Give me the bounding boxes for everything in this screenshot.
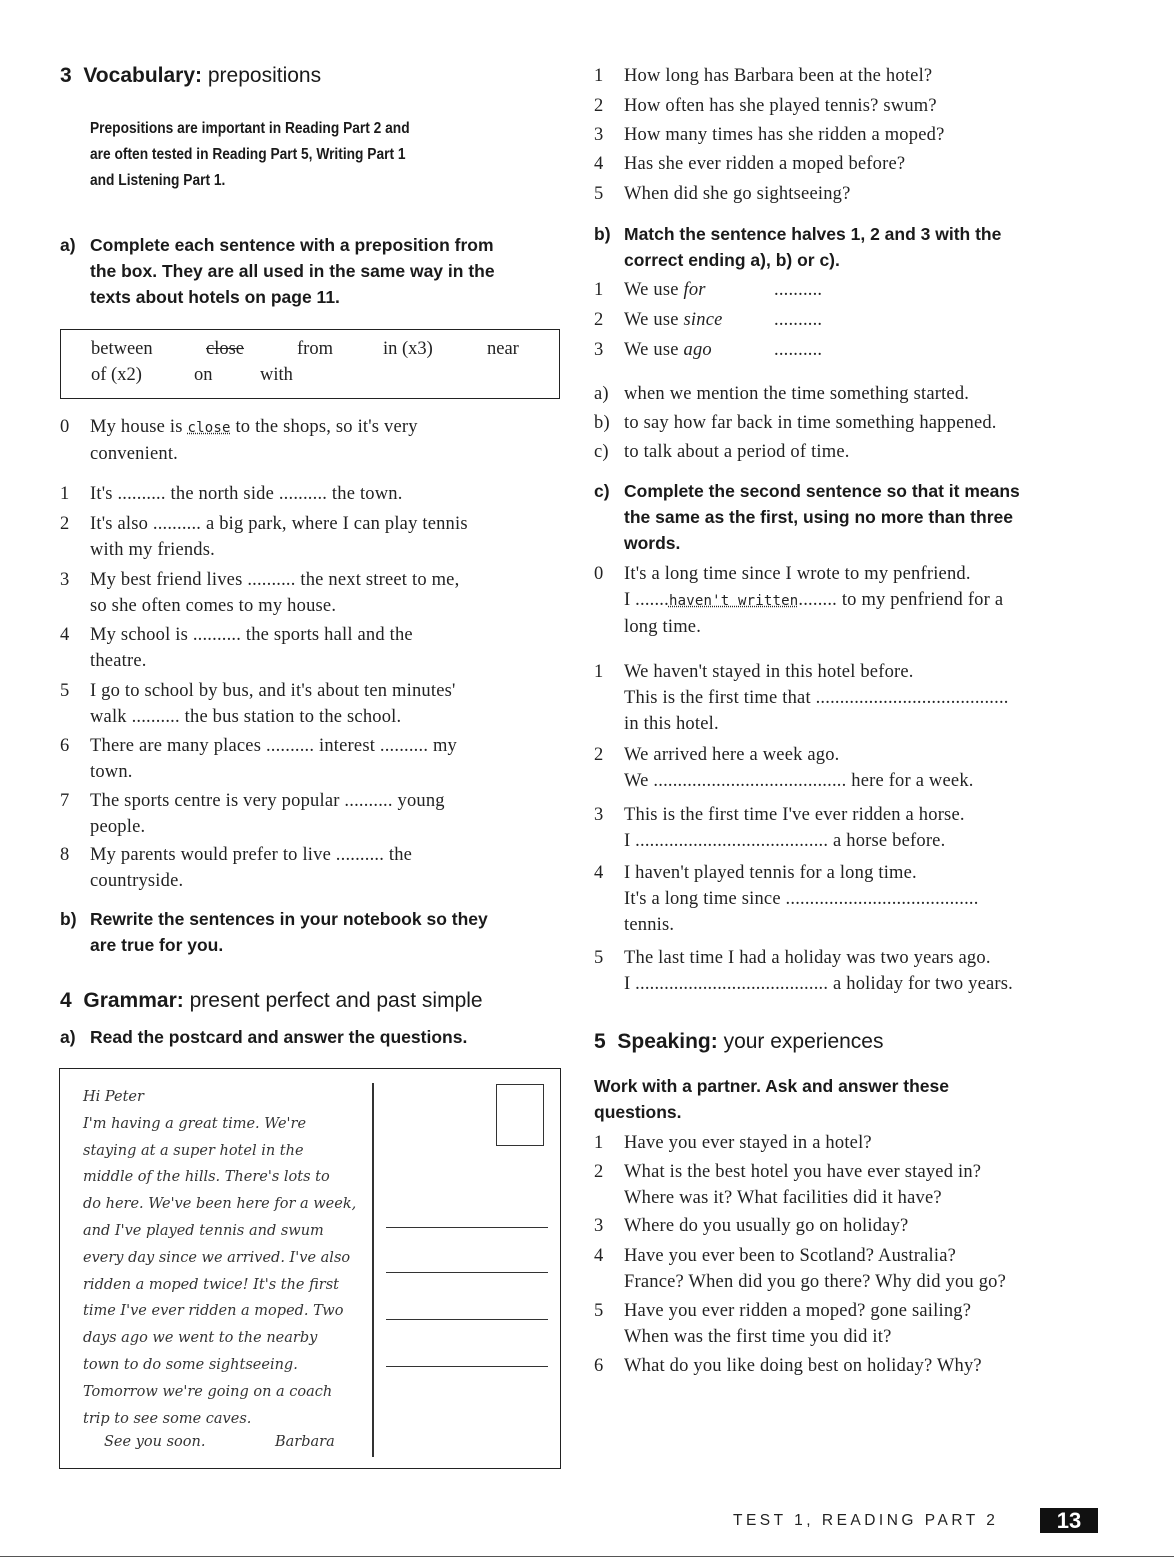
section-4-title: 4 Grammar: present perfect and past simple xyxy=(60,989,483,1012)
section-5-title: 5 Speaking: your experiences xyxy=(594,1030,884,1053)
sentence-half: 2 We use since .......... xyxy=(594,310,823,330)
example-answer: close xyxy=(187,420,231,436)
address-line xyxy=(386,1227,548,1228)
vocab-item: 2 It's also .......... a big park, where I can play tennis with my friends. xyxy=(60,514,468,560)
word-close-crossed: close xyxy=(206,339,245,359)
postcard-signoff: See you soon. xyxy=(104,1434,206,1450)
speaking-question: 3 Where do you usually go on holiday? xyxy=(594,1216,909,1236)
vocab-item: 6 There are many places .......... interest .......... my town. xyxy=(60,736,458,782)
section-5-instructions: Work with a partner. Ask and answer these questions. xyxy=(594,1076,949,1122)
word-of: of (x2) xyxy=(91,365,142,385)
exam-tip-note: Prepositions are important in Reading Part 2 and are often tested in Reading Part 5, Writing Part 1 and Listening Part 1. xyxy=(90,120,410,189)
section-4c-instructions: c) Complete the second sentence so that it means the same as the first, using no more than three words. xyxy=(594,481,1020,553)
postcard-question: 5 When did she go sightseeing? xyxy=(594,184,851,204)
postcard-question: 3 How many times has she ridden a moped? xyxy=(594,125,945,145)
page-number: 13 xyxy=(1040,1508,1098,1533)
word-on: on xyxy=(194,365,213,385)
speaking-question: 5 Have you ever ridden a moped? gone sailing? When was the first time you did it? xyxy=(594,1301,972,1347)
address-line xyxy=(386,1319,548,1320)
example-sentence-0: 0 My house is close to the shops, so it's very convenient. xyxy=(60,417,418,464)
postcard-question: 4 Has she ever ridden a moped before? xyxy=(594,154,906,174)
word-from: from xyxy=(297,339,333,359)
postcard-divider xyxy=(372,1083,374,1457)
vocab-item: 7 The sports centre is very popular .......... young people. xyxy=(60,791,445,837)
sentence-half: 3 We use ago .......... xyxy=(594,340,823,360)
sentence-ending: a) when we mention the time something started. xyxy=(594,384,970,404)
sentence-ending: b) to say how far back in time something happened. xyxy=(594,413,997,433)
vocab-item: 5 I go to school by bus, and it's about ten minutes' walk .......... the bus station to the school. xyxy=(60,681,456,727)
sentence-half: 1 We use for .......... xyxy=(594,280,823,300)
address-line xyxy=(386,1366,548,1367)
postcard xyxy=(59,1068,561,1469)
address-line xyxy=(386,1272,548,1273)
word-in: in (x3) xyxy=(383,339,433,359)
speaking-question: 1 Have you ever stayed in a hotel? xyxy=(594,1133,872,1153)
speaking-question: 2 What is the best hotel you have ever stayed in? Where was it? What facilities did it have? xyxy=(594,1162,982,1208)
postcard-message: Hi Peter I'm having a great time. We're staying at a super hotel in the middle of the hills. There's lots to do here. We've been here for a week, and I've played tennis and swum every day since we arrived. I've also ridden a moped twice! It's the first time I've ever ridden a moped. Two days ago we went to the nearby town to do some sightseeing. Tomorrow we're going on a coach trip to see some caves. xyxy=(83,1089,357,1427)
vocab-item: 4 My school is .......... the sports hall and the theatre. xyxy=(60,625,413,671)
vocab-item: 1 It's .......... the north side .......... the town. xyxy=(60,484,403,504)
word-between: between xyxy=(91,339,153,359)
speaking-question: 6 What do you like doing best on holiday? Why? xyxy=(594,1356,982,1376)
transformation-item: 4 I haven't played tennis for a long time. It's a long time since ........................................ tennis. xyxy=(594,863,979,935)
sentence-ending: c) to talk about a period of time. xyxy=(594,442,850,462)
preposition-word-box xyxy=(60,329,560,399)
transformation-item: 3 This is the first time I've ever ridden a horse. I ........................................ a horse before. xyxy=(594,805,965,851)
transformation-item: 2 We arrived here a week ago. We ........................................ here for a week. xyxy=(594,745,974,791)
section-3a-instructions: a) Complete each sentence with a preposition from the box. They are all used in the same way in the texts about hotels on page 11. xyxy=(60,235,495,307)
section-4b-instructions: b) Match the sentence halves 1, 2 and 3 with the correct ending a), b) or c). xyxy=(594,224,1002,270)
example-transformation-0: 0 It's a long time since I wrote to my penfriend. I .......haven't written........ to my penfriend for a long time. xyxy=(594,564,1004,637)
page-footer: TEST 1, READING PART 2 xyxy=(733,1512,999,1529)
transformation-item: 5 The last time I had a holiday was two years ago. I ........................................ a holiday for two years. xyxy=(594,948,1013,994)
speaking-question: 4 Have you ever been to Scotland? Australia? France? When did you go there? Why did you go? xyxy=(594,1246,1007,1292)
transformation-item: 1 We haven't stayed in this hotel before. This is the first time that ........................................ in this hotel. xyxy=(594,662,1009,734)
vocab-item: 8 My parents would prefer to live .......... the countryside. xyxy=(60,845,413,891)
example-answer: haven't written xyxy=(668,593,799,609)
postcard-question: 1 How long has Barbara been at the hotel? xyxy=(594,66,933,86)
word-near: near xyxy=(487,339,519,359)
word-with: with xyxy=(260,365,293,385)
bottom-rule xyxy=(0,1556,1174,1557)
postcard-question: 2 How often has she played tennis? swum? xyxy=(594,96,937,116)
stamp-box xyxy=(496,1084,544,1146)
section-4a-instructions: a) Read the postcard and answer the questions. xyxy=(60,1027,468,1047)
postcard-signature: Barbara xyxy=(275,1434,335,1450)
section-3-title: 3 Vocabulary: prepositions xyxy=(60,64,322,87)
vocab-item: 3 My best friend lives .......... the next street to me, so she often comes to my house. xyxy=(60,570,460,616)
section-3b-instructions: b) Rewrite the sentences in your notebook so they are true for you. xyxy=(60,909,488,955)
